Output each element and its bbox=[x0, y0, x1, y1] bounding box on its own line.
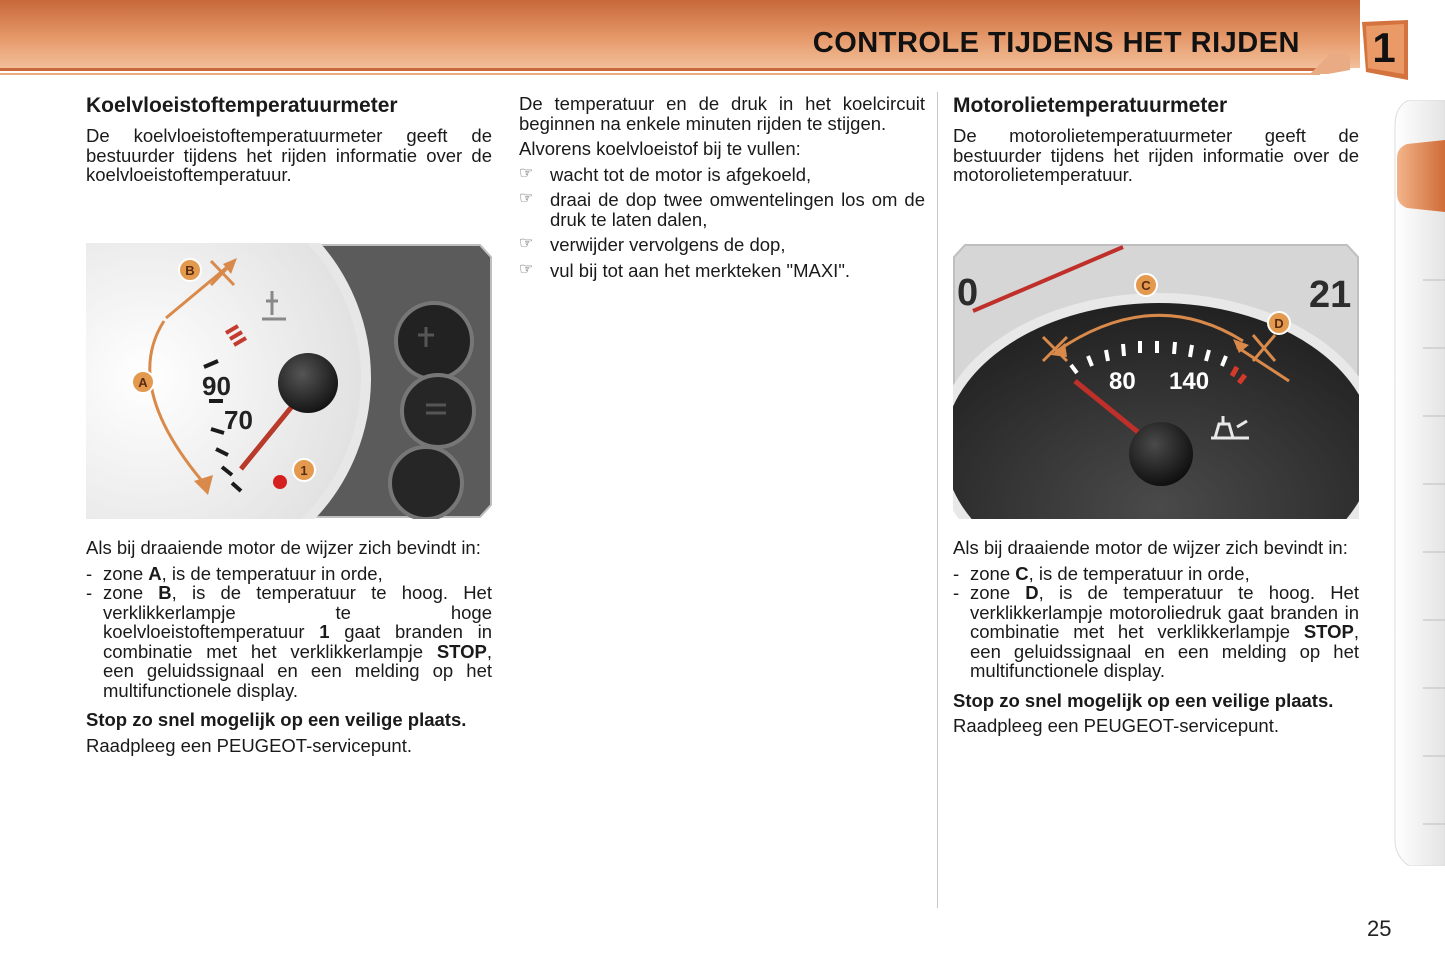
adjacent-dial-digit: 0 bbox=[957, 272, 979, 314]
page-number: 25 bbox=[1367, 916, 1392, 941]
coolant-warning: Stop zo snel mogelijk op een veilige plaats. bbox=[86, 709, 467, 730]
oil-heading: Motorolietemperatuurmeter bbox=[953, 94, 1228, 117]
oil-section bbox=[953, 92, 1359, 185]
chapter-number: 1 bbox=[1372, 24, 1396, 71]
coolant-consult: Raadpleeg een PEUGEOT-servicepunt. bbox=[86, 734, 412, 756]
side-chapter-tabs[interactable] bbox=[1393, 100, 1445, 866]
column-divider bbox=[937, 92, 938, 908]
pressure-paragraph: De temperatuur en de druk in het koelcircuit beginnen na enkele minuten rijden te stijgen. bbox=[519, 93, 925, 134]
zone-b-marker: B bbox=[185, 263, 195, 278]
pointing-hand-icon: ☞ bbox=[519, 190, 534, 207]
oil-gauge-image bbox=[953, 243, 1359, 519]
refill-lead: Alvorens koelvloeistof bij te vullen: bbox=[519, 138, 801, 159]
page-title: CONTROLE TIJDENS HET RIJDEN bbox=[812, 27, 1300, 59]
refill-step: ☞ wacht tot de motor is afgekoeld, bbox=[519, 163, 812, 185]
zone-a-marker: A bbox=[138, 375, 148, 390]
oil-zone-c-item: - zone C, is de temperatuur in orde, bbox=[953, 562, 1250, 584]
refill-step: ☞ verwijder vervolgens de dop, bbox=[519, 234, 786, 255]
pointing-hand-icon: ☞ bbox=[519, 260, 534, 278]
coolant-zone-b-item: - zone B, is de temperatuur te hoog. Het verklikkerlampje te hoge koelvloeistoftemperatuur 1 gaat branden in combinatie met het verklikkerlampje STOP, een geluidssignaal en een melding op het multifunctionele display. bbox=[86, 582, 492, 701]
pointing-hand-icon: ☞ bbox=[519, 235, 534, 252]
coolant-explanation bbox=[86, 538, 492, 755]
oil-zone-d-item: - zone D, is de temperatuur te hoog. Het verklikkerlampje motoroliedruk gaat branden in combinatie met het verklikkerlampje STOP, een geluidssignaal en een melding op het multifunctionele display. bbox=[953, 582, 1359, 681]
oil-tick-140: 140 bbox=[1169, 368, 1210, 395]
refill-step: ☞ draai de dop twee omwentelingen los om de druk te laten dalen, bbox=[519, 189, 925, 230]
header-rule bbox=[0, 68, 1330, 71]
coolant-lead: Als bij draaiende motor de wijzer zich bevindt in: bbox=[86, 537, 481, 558]
warning-light-1-marker: 1 bbox=[300, 463, 308, 478]
coolant-heading: Koelvloeistoftemperatuurmeter bbox=[86, 94, 398, 117]
oil-consult: Raadpleeg een PEUGEOT-servicepunt. bbox=[953, 715, 1279, 736]
pointing-hand-icon: ☞ bbox=[519, 164, 534, 182]
refill-step: ☞ vul bij tot aan het merkteken "MAXI". bbox=[519, 259, 851, 281]
oil-intro: De motorolietemperatuurmeter geeft de bestuurder tijdens het rijden informatie over de motorolietemperatuur. bbox=[953, 125, 1359, 185]
adjacent-dial-digits: 21 bbox=[1309, 274, 1352, 316]
coolant-tick-70: 70 bbox=[224, 405, 253, 435]
zone-c-marker: C bbox=[1141, 278, 1151, 293]
oil-explanation bbox=[953, 538, 1359, 736]
coolant-section bbox=[86, 92, 492, 185]
page-header bbox=[0, 0, 1445, 82]
coolant-intro: De koelvloeistoftemperatuurmeter geeft de bestuurder tijdens het rijden informatie over de koelvloeistoftemperatuur. bbox=[86, 125, 492, 185]
header-rule-light bbox=[0, 73, 1320, 75]
oil-tick-80: 80 bbox=[1109, 368, 1136, 395]
coolant-refill-section bbox=[519, 92, 925, 280]
coolant-zone-a-item: - zone A, is de temperatuur in orde, bbox=[86, 562, 383, 584]
oil-warning: Stop zo snel mogelijk op een veilige plaats. bbox=[953, 689, 1334, 711]
oil-lead: Als bij draaiende motor de wijzer zich bevindt in: bbox=[953, 537, 1348, 558]
coolant-tick-90: 90 bbox=[202, 371, 231, 401]
zone-d-marker: D bbox=[1274, 316, 1284, 331]
coolant-gauge-image bbox=[86, 243, 492, 519]
